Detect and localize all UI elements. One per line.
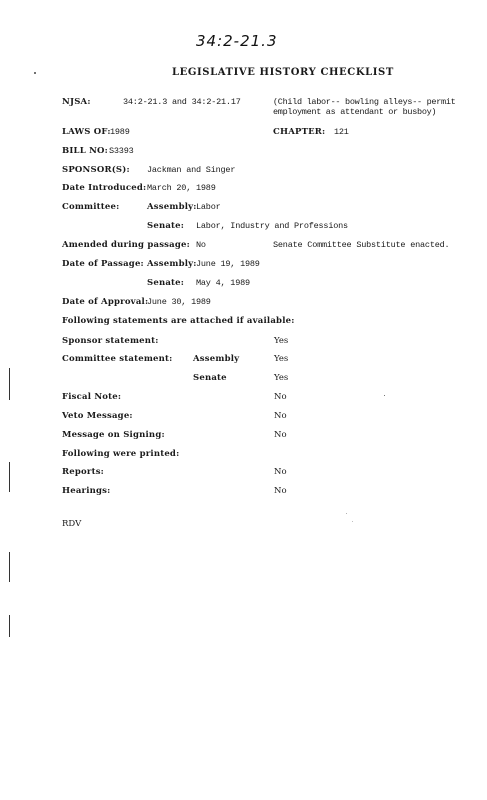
date-introduced-label: Date Introduced: [62,183,147,193]
handwritten-reference: 34:2-21.3 [196,32,278,50]
subject-note-line2: employment as attendant or busboy) [273,107,437,117]
passage-senate-value: May 4, 1989 [196,278,250,288]
committee-statement-assembly-label: Assembly [193,354,240,364]
committee-statement-label: Committee statement: [62,354,173,364]
amended-label: Amended during passage: [62,240,190,250]
date-of-passage-label: Date of Passage: [62,259,144,269]
date-of-approval-label: Date of Approval: [62,297,149,307]
fiscal-note-label: Fiscal Note: [62,392,122,402]
date-introduced-value: March 20, 1989 [147,183,216,193]
bill-no-value: S3393 [109,146,134,156]
sponsor-statement-value: Yes [274,336,289,346]
hearings-value: No [274,486,287,496]
scan-speck [352,521,353,522]
reports-label: Reports: [62,467,105,477]
amended-note: Senate Committee Substitute enacted. [273,240,450,250]
subject-note-line1: (Child labor-- bowling alleys-- permit [273,97,456,107]
fiscal-note-value: No [274,392,287,402]
sponsor-statement-label: Sponsor statement: [62,336,159,346]
passage-senate-label: Senate: [147,278,185,288]
hearings-label: Hearings: [62,486,111,496]
njsa-value: 34:2-21.3 and 34:2-21.17 [123,97,241,107]
committee-senate-label: Senate: [147,221,185,231]
committee-statement-senate-value: Yes [274,373,289,383]
message-on-signing-label: Message on Signing: [62,430,165,440]
chapter-label: CHAPTER: [273,127,326,137]
bill-no-label: BILL NO: [62,146,108,156]
printed-heading: Following were printed: [62,449,180,459]
committee-statement-assembly-value: Yes [274,354,289,364]
date-of-approval-value: June 30, 1989 [147,297,211,307]
scan-speck [34,72,36,74]
scan-margin-mark [9,552,10,582]
initials: RDV [62,519,82,529]
scan-margin-mark [9,615,10,637]
reports-value: No [274,467,287,477]
message-on-signing-value: No [274,430,287,440]
scan-speck [346,513,347,514]
attached-statements-heading: Following statements are attached if available: [62,316,295,326]
veto-message-label: Veto Message: [62,411,133,421]
sponsors-label: SPONSOR(S): [62,165,130,175]
page-title: LEGISLATIVE HISTORY CHECKLIST [172,67,394,78]
laws-of-label: LAWS OF: [62,127,111,137]
scan-speck [384,395,385,396]
chapter-value: 121 [334,127,349,137]
committee-assembly-label: Assembly: [147,202,197,212]
committee-statement-senate-label: Senate [193,373,227,383]
committee-label: Committee: [62,202,120,212]
sponsors-value: Jackman and Singer [147,165,236,175]
passage-assembly-value: June 19, 1989 [196,259,260,269]
committee-senate-value: Labor, Industry and Professions [196,221,348,231]
scan-margin-mark [9,462,10,492]
passage-assembly-label: Assembly: [147,259,197,269]
scan-margin-mark [9,368,10,400]
laws-of-value: 1989 [110,127,130,137]
njsa-label: NJSA: [62,97,91,107]
veto-message-value: No [274,411,287,421]
committee-assembly-value: Labor [196,202,221,212]
amended-value: No [196,240,206,250]
